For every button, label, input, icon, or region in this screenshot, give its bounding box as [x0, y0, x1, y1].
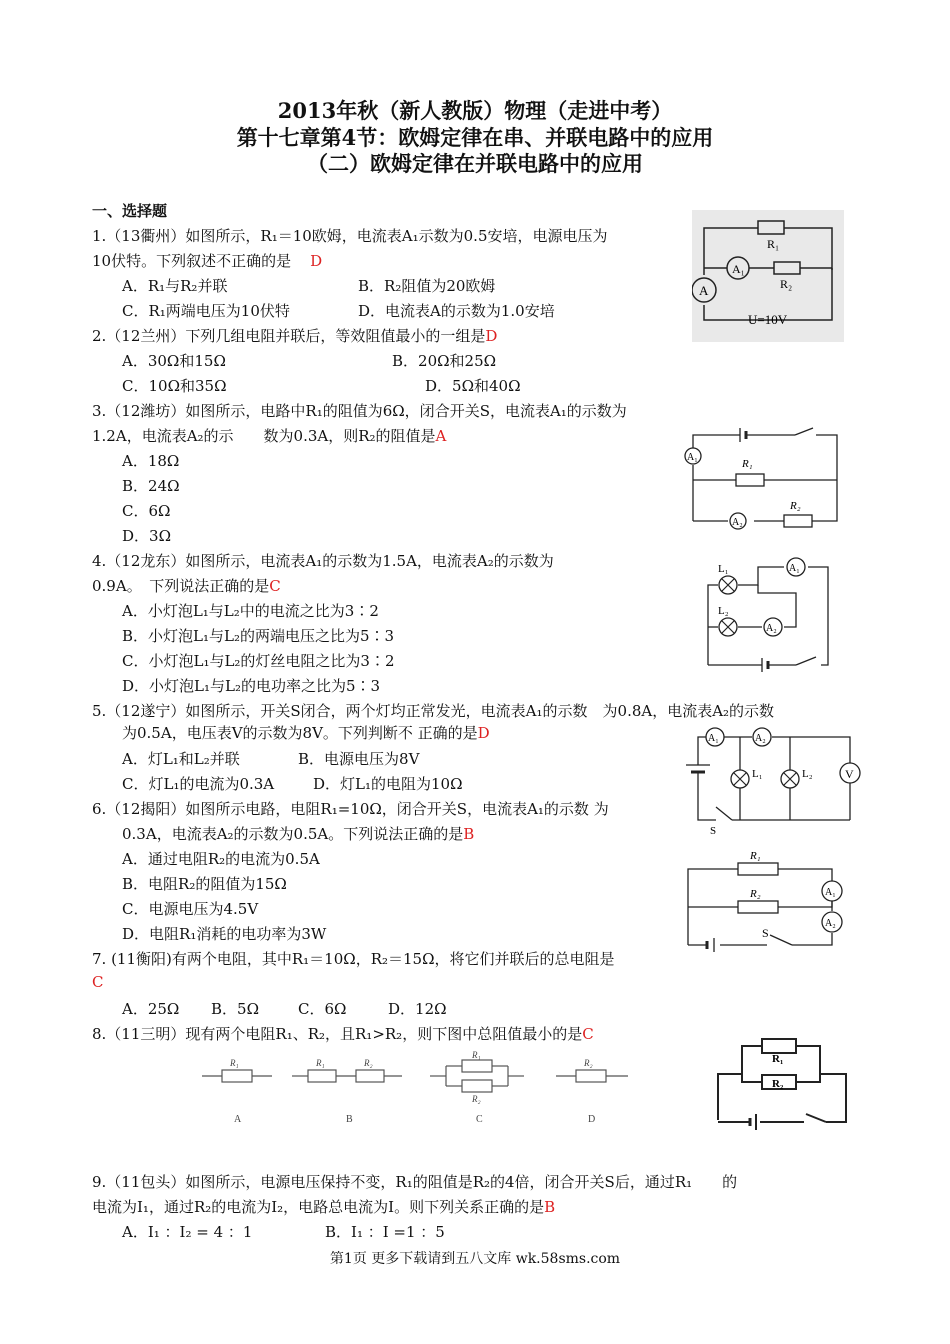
q6-option-a: A．通过电阻R₂的电流为0.5A [122, 850, 320, 868]
q3-a1-label: A₁ [687, 452, 698, 463]
q4-answer: C [269, 577, 281, 595]
q3-line-2: 1.2A，电流表A₂的示 数为0.3A，则R₂的阻值是A [92, 427, 447, 445]
q9-r2-label: R₂ [772, 1078, 784, 1090]
q4-l2-label: L₂ [718, 605, 729, 617]
q4-option-b: B．小灯泡L₁与L₂的两端电压之比为5∶3 [122, 627, 395, 645]
q6-option-c: C．电源电压为4.5V [122, 900, 259, 918]
q9-answer: B [544, 1198, 556, 1216]
q5-option-b: B．电源电压为8V [298, 750, 420, 768]
q4-line-1: 4.（12龙东）如图所示，电流表A₁的示数为1.5A，电流表A₂的示数为 [92, 552, 554, 570]
q8-a-r1-label: R₁ [230, 1058, 239, 1068]
q1-option-b: B．R₂阻值为20欧姆 [358, 277, 496, 295]
q3-r1-label: R₁ [742, 458, 753, 470]
q9-circuit-figure [714, 1030, 852, 1130]
q6-r1-label: R₁ [750, 850, 761, 862]
q8-b-r1-label: R₁ [316, 1058, 325, 1068]
q5-a1-label: A₁ [708, 733, 719, 744]
q8-answer: C [582, 1025, 594, 1043]
q8-c-r2-label: R₂ [472, 1094, 481, 1104]
q8-option-a-label: A [234, 1114, 242, 1125]
title-line-1: 2013年秋（新人教版）物理（走进中考） [277, 98, 673, 123]
q6-line-2: 0.3A，电流表A₂的示数为0.5A。下列说法正确的是B [122, 825, 475, 843]
q9-line-2: 电流为I₁，通过R₂的电流为I₂，电路总电流为I。则下列关系正确的是B [92, 1198, 556, 1216]
q6-answer: B [463, 825, 475, 843]
q7-option-a: A．25Ω [122, 1000, 180, 1018]
q1-option-a: A．R₁与R₂并联 [122, 277, 228, 295]
q5-line-2: 为0.5A，电压表V的示数为8V。下列判断不 正确的是D [122, 724, 490, 742]
q1-line-1: 1.（13衢州）如图所示，R₁＝10欧姆，电流表A₁示数为0.5安培，电源电压为 [92, 227, 608, 245]
q8-option-d-label: D [588, 1114, 596, 1125]
q6-s-label: S [762, 926, 769, 940]
q8-c-r1-label: R₁ [472, 1050, 481, 1060]
q4-circuit-figure [696, 555, 836, 675]
q9-r1-label: R₁ [772, 1053, 784, 1065]
q6-a1-label: A₁ [825, 887, 836, 898]
q5-l1-label: L₁ [752, 768, 763, 780]
q4-line-2: 0.9A。 下列说法正确的是C [92, 577, 281, 595]
q3-line-1: 3.（12潍坊）如图所示，电路中R₁的阻值为6Ω，闭合开关S，电流表A₁的示数为 [92, 402, 627, 420]
q7-line-1: 7. (11衡阳)有两个电阻，其中R₁＝10Ω，R₂＝15Ω，将它们并联后的总电阻是 [92, 950, 615, 968]
q1-option-d: D．电流表A的示数为1.0安培 [358, 302, 555, 320]
q2-option-d: D．5Ω和40Ω [425, 377, 521, 395]
q8-d-r2-label: R₂ [584, 1058, 593, 1068]
q5-line-1: 5.（12遂宁）如图所示，开关S闭合，两个灯均正常发光，电流表A₁的示数 为0.8A，电流表A₂的示数 [92, 702, 775, 720]
q5-answer: D [477, 724, 490, 742]
q4-option-c: C．小灯泡L₁与L₂的灯丝电阻之比为3∶2 [122, 652, 395, 670]
q6-line-1: 6.（12揭阳）如图所示电路，电阻R₁=10Ω，闭合开关S，电流表A₁的示数 为 [92, 800, 609, 818]
q7-option-b: B．5Ω [211, 1000, 260, 1018]
q1-line-2: 10伏特。下列叙述不正确的是 D [92, 252, 323, 270]
q6-r2-label: R₂ [750, 888, 761, 900]
q5-v-label: V [845, 767, 854, 781]
q4-option-d: D．小灯泡L₁与L₂的电功率之比为5∶3 [122, 677, 381, 695]
q3-option-c: C．6Ω [122, 502, 171, 520]
q1-a-label: A [699, 283, 709, 298]
q7-option-c: C．6Ω [298, 1000, 347, 1018]
q8-option-c-label: C [476, 1114, 483, 1125]
q5-option-d: D．灯L₁的电阻为10Ω [313, 775, 463, 793]
q7-option-d: D．12Ω [388, 1000, 447, 1018]
q3-option-b: B．24Ω [122, 477, 180, 495]
q6-a2-label: A₂ [825, 918, 836, 929]
q9-line-1: 9.（11包头）如图所示，电源电压保持不变，R₁的阻值是R₂的4倍，闭合开关S后，通过R₁ 的 [92, 1173, 738, 1191]
q3-circuit-figure [680, 425, 845, 535]
q1-circuit-figure [692, 210, 844, 342]
q4-a2-label: A₂ [766, 623, 777, 634]
q1-option-c: C．R₁两端电压为10伏特 [122, 302, 290, 320]
q9-option-b: B．I₁ ：I =1 ：5 [325, 1223, 445, 1241]
q6-option-b: B．电阻R₂的阻值为15Ω [122, 875, 287, 893]
q1-r2-label: R₂ [780, 277, 793, 291]
q2-line-1: 2.（12兰州）下列几组电阻并联后，等效阻值最小的一组是D [92, 327, 498, 345]
q4-a1-label: A₁ [789, 563, 800, 574]
q7-answer: C [92, 973, 104, 991]
q2-answer: D [485, 327, 498, 345]
page-footer: 第1页 更多下载请到五八文库 wk.58sms.com [329, 1251, 621, 1267]
q2-option-a: A．30Ω和15Ω [122, 352, 226, 370]
q5-option-c: C．灯L₁的电流为0.3A [122, 775, 275, 793]
q8-option-b-label: B [346, 1114, 353, 1125]
title-line-2: 第十七章第4节：欧姆定律在串、并联电路中的应用 [236, 125, 714, 150]
q8-b-r2-label: R₂ [364, 1058, 373, 1068]
q4-l1-label: L₁ [718, 563, 729, 575]
q1-answer: D [310, 252, 323, 270]
q5-a2-label: A₂ [755, 733, 766, 744]
q6-circuit-figure [682, 845, 847, 953]
q3-answer: A [435, 427, 447, 445]
q8-options-figure [196, 1050, 636, 1130]
q5-l2-label: L₂ [802, 768, 813, 780]
q8-line-1: 8.（11三明）现有两个电阻R₁、R₂，且R₁>R₂，则下图中总阻值最小的是C [92, 1025, 594, 1043]
q3-option-a: A．18Ω [122, 452, 180, 470]
q3-r2-label: R₂ [790, 500, 801, 512]
q1-r1-label: R₁ [767, 237, 780, 251]
q5-circuit-figure [682, 725, 862, 837]
q2-option-c: C．10Ω和35Ω [122, 377, 227, 395]
q2-option-b: B．20Ω和25Ω [392, 352, 497, 370]
q5-s-label: S [710, 825, 717, 837]
q1-a1-label: A₁ [732, 262, 745, 276]
section-heading: 一、选择题 [92, 202, 168, 220]
q5-option-a: A．灯L₁和L₂并联 [122, 750, 240, 768]
q3-option-d: D．3Ω [122, 527, 172, 545]
q6-option-d: D．电阻R₁消耗的电功率为3W [122, 925, 327, 943]
q9-option-a: A．I₁ ：I₂ = 4 ：1 [122, 1223, 253, 1241]
q4-option-a: A．小灯泡L₁与L₂中的电流之比为3∶2 [122, 602, 379, 620]
q3-a2-label: A₂ [732, 517, 743, 528]
q1-voltage-label: U=10V [748, 312, 788, 327]
title-line-3: （二）欧姆定律在并联电路中的应用 [307, 151, 643, 176]
